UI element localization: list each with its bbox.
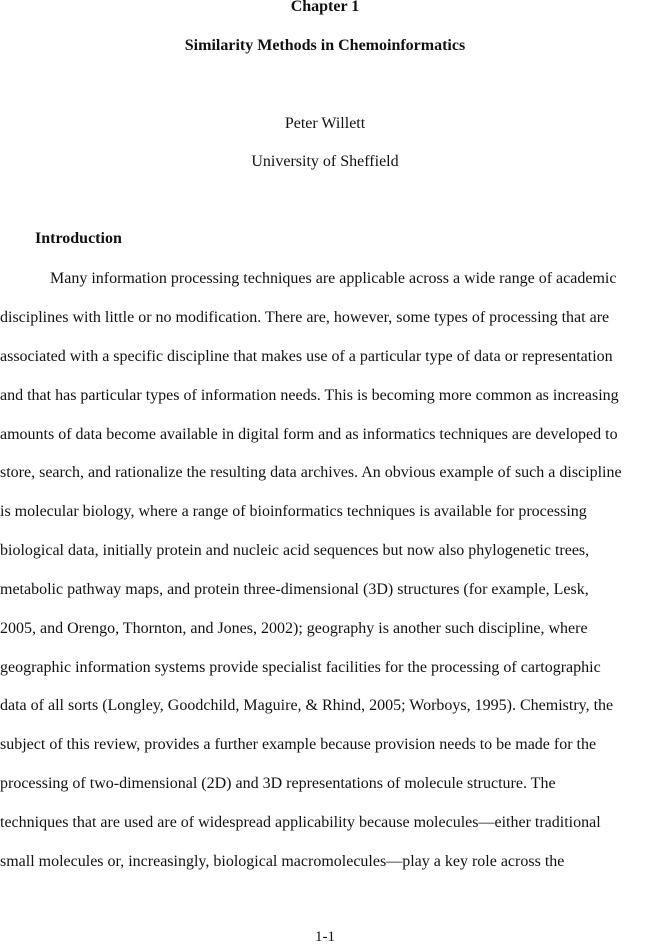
- body-line: Many information processing techniques are applicable across a wide range of academic: [50, 270, 617, 287]
- body-line: biological data, initially protein and nucleic acid sequences but now also phylogenetic trees,: [0, 542, 590, 559]
- author-affiliation: University of Sheffield: [251, 153, 399, 170]
- page-number: 1-1: [315, 929, 335, 945]
- body-line: processing of two-dimensional (2D) and 3D representations of molecule structure. The: [0, 775, 556, 792]
- body-line: 2005, and Orengo, Thornton, and Jones, 2002); geography is another such discipline, where: [0, 620, 588, 637]
- author-name: Peter Willett: [284, 115, 366, 132]
- body-line: metabolic pathway maps, and protein three-dimensional (3D) structures (for example, Lesk,: [0, 581, 589, 598]
- body-line: small molecules or, increasingly, biological macromolecules—play a key role across the: [0, 853, 565, 870]
- body-line: techniques that are used are of widespread applicability because molecules—either traditional: [0, 814, 601, 831]
- body-line: subject of this review, provides a further example because provision needs to be made for the: [0, 736, 597, 753]
- body-line: amounts of data become available in digital form and as informatics techniques are developed to: [0, 426, 618, 443]
- body-line: data of all sorts (Longley, Goodchild, Maguire, & Rhind, 2005; Worboys, 1995). Chemistry, the: [0, 697, 614, 714]
- chapter-label: Chapter 1: [290, 0, 360, 15]
- body-line: associated with a specific discipline that makes use of a particular type of data or representation: [0, 348, 613, 365]
- body-line: geographic information systems provide specialist facilities for the processing of cartographic: [0, 659, 601, 676]
- body-line: disciplines with little or no modification. There are, however, some types of processing that are: [0, 309, 610, 326]
- section-heading: Introduction: [35, 230, 122, 247]
- body-line: is molecular biology, where a range of bioinformatics techniques is available for processing: [0, 503, 587, 520]
- body-line: store, search, and rationalize the resulting data archives. An obvious example of such a discipline: [0, 464, 622, 481]
- body-line: and that has particular types of information needs. This is becoming more common as increasing: [0, 387, 619, 404]
- chapter-title: Similarity Methods in Chemoinformatics: [184, 37, 466, 54]
